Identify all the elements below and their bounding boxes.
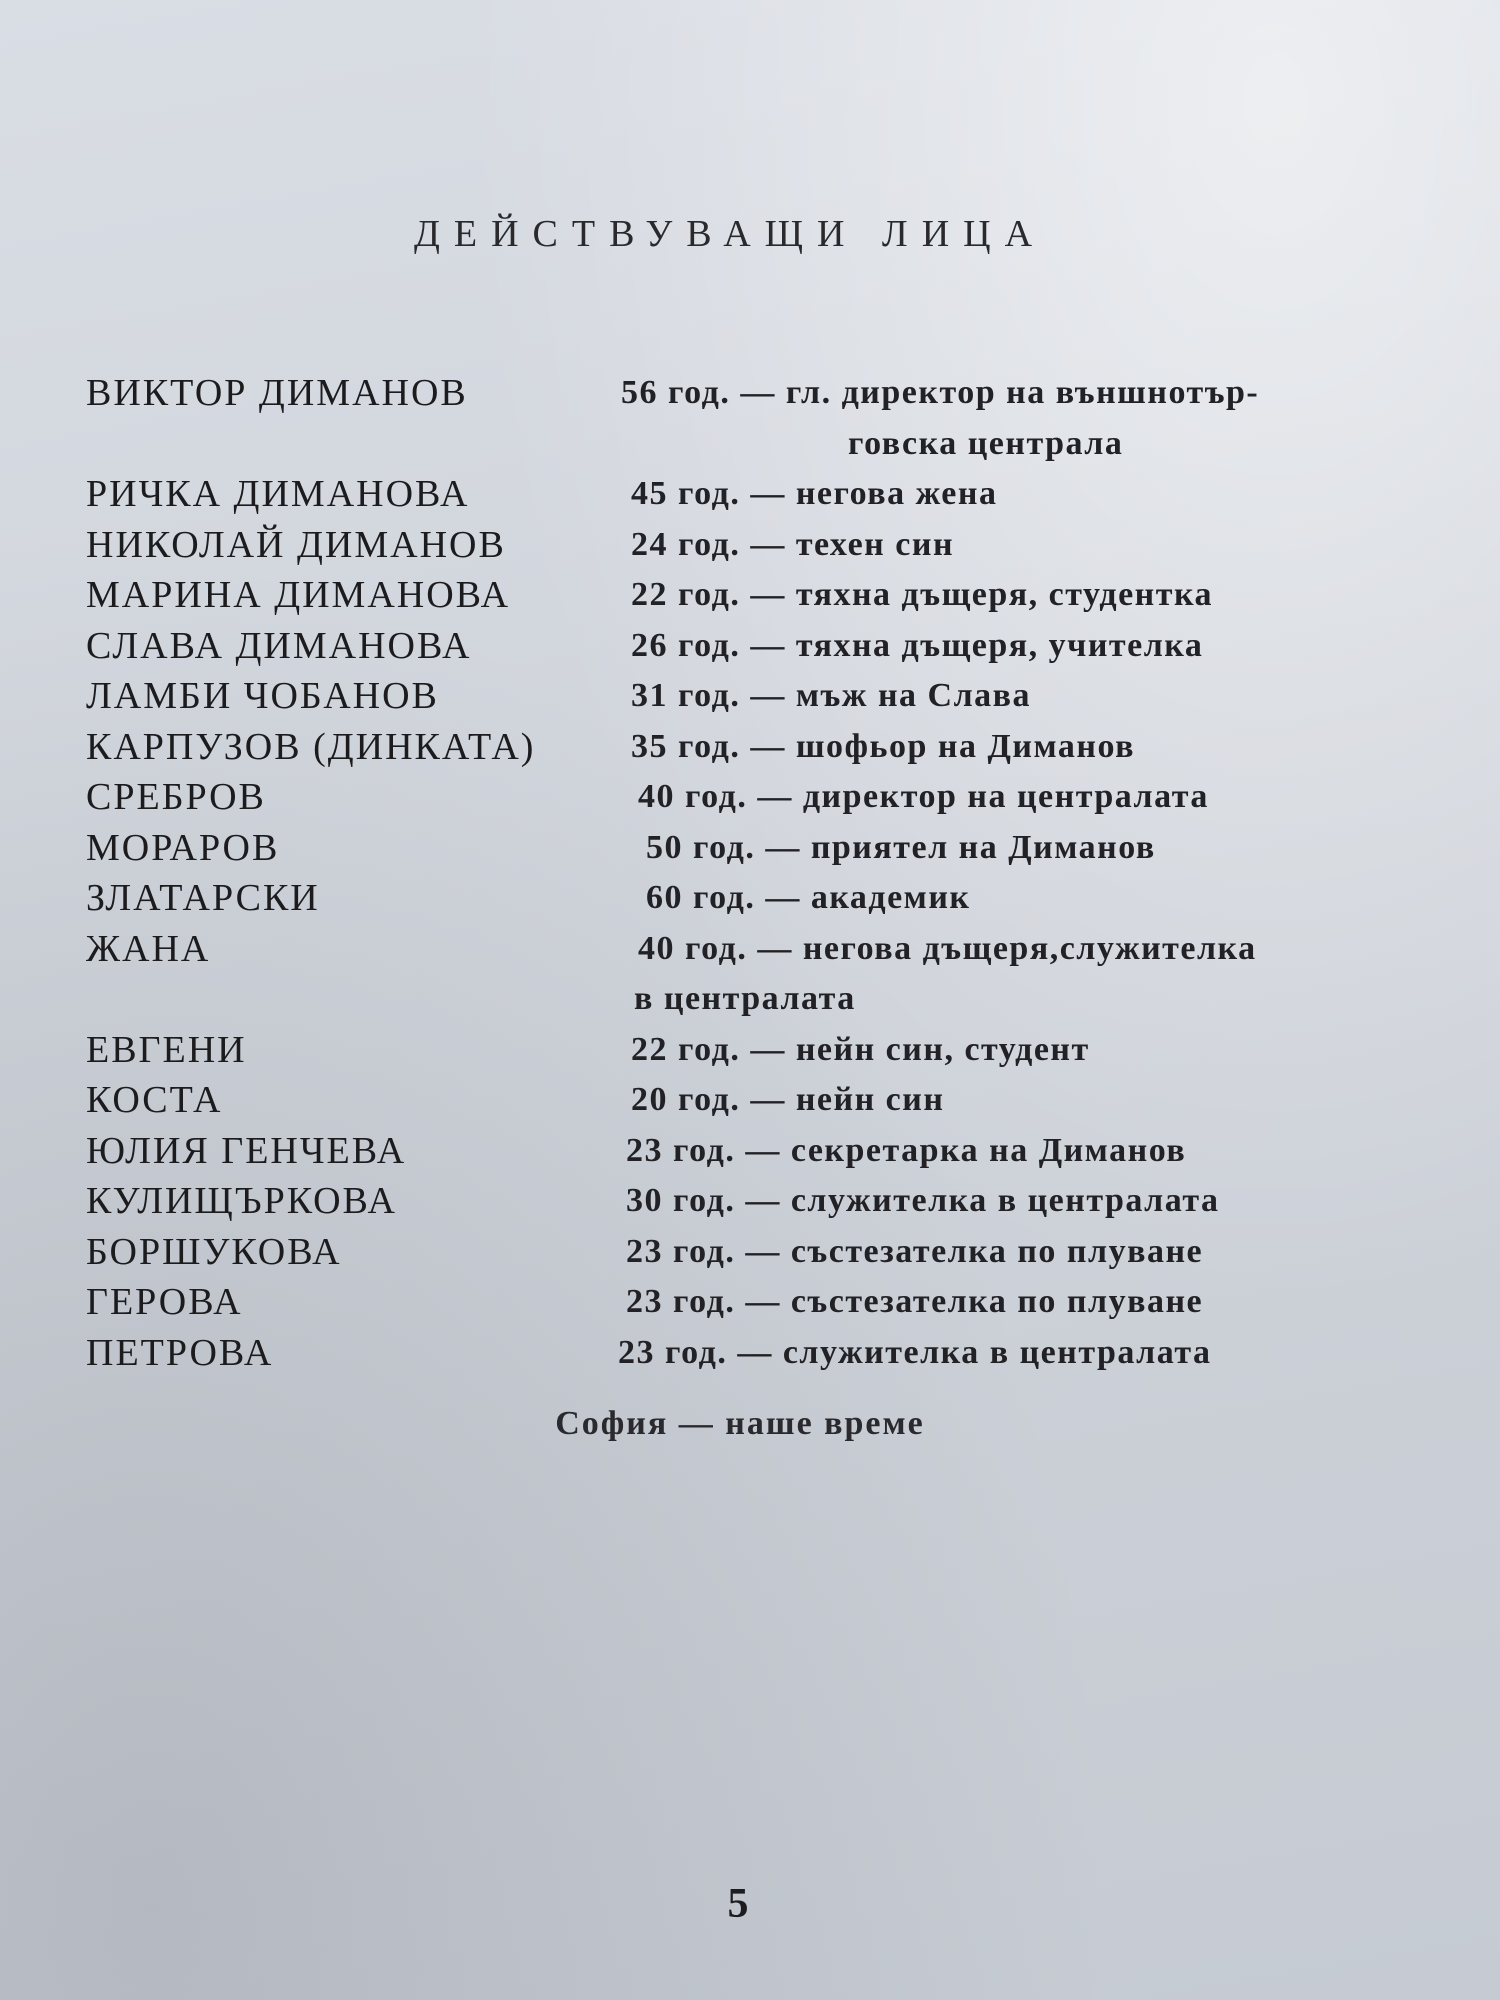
character-name: ЛАМБИ ЧОБАНОВ <box>86 675 439 717</box>
character-description: 24 год. — техен син <box>631 525 955 563</box>
character-name: НИКОЛАЙ ДИМАНОВ <box>86 523 506 566</box>
character-description: 23 год. — секретарка на Диманов <box>626 1131 1187 1169</box>
character-name: ВИКТОР ДИМАНОВ <box>86 372 468 414</box>
character-description: 22 год. — тяхна дъщеря, студентка <box>631 576 1214 613</box>
character-row <box>86 823 1386 874</box>
character-row <box>86 671 1386 722</box>
character-row <box>86 1176 1386 1227</box>
character-name: КУЛИЩЪРКОВА <box>86 1180 397 1222</box>
character-description: 31 год. — мъж на Слава <box>631 677 1032 714</box>
character-row <box>86 924 1386 975</box>
character-row <box>86 1126 1386 1177</box>
character-description: 40 год. — негова дъщеря,служителка <box>638 929 1257 967</box>
character-row <box>86 1075 1386 1126</box>
character-row-continuation <box>86 419 1386 470</box>
character-description: 20 год. — нейн син <box>631 1081 945 1118</box>
character-row <box>86 1277 1386 1328</box>
character-name: КОСТА <box>86 1079 223 1121</box>
character-row <box>86 1025 1386 1076</box>
character-row-continuation <box>86 974 1386 1025</box>
character-row <box>86 520 1386 571</box>
character-name: МОРАРОВ <box>86 826 280 869</box>
character-row <box>86 621 1386 672</box>
character-name: БОРШУКОВА <box>86 1230 342 1273</box>
character-name: КАРПУЗОВ (ДИНКАТА) <box>86 725 536 768</box>
character-description: 23 год. — служителка в централата <box>618 1333 1212 1371</box>
character-name: СРЕБРОВ <box>86 776 266 818</box>
character-description: 23 год. — състезателка по плуване <box>626 1283 1204 1320</box>
character-name: ЕВГЕНИ <box>86 1028 247 1071</box>
character-row <box>86 1328 1386 1379</box>
character-description: говска централа <box>848 424 1124 462</box>
character-description: 23 год. — състезателка по плуване <box>626 1232 1204 1270</box>
character-name: ЗЛАТАРСКИ <box>86 877 320 919</box>
character-row <box>86 368 1386 419</box>
character-name: РИЧКА ДИМАНОВА <box>86 473 470 515</box>
character-description: 22 год. — нейн син, студент <box>631 1030 1090 1068</box>
page-number: 5 <box>727 1881 749 1927</box>
character-name: ЖАНА <box>86 927 211 970</box>
character-description: 45 год. — негова жена <box>631 475 998 512</box>
character-row <box>86 469 1386 520</box>
character-row <box>86 570 1386 621</box>
character-description: 30 год. — служителка в централата <box>626 1182 1220 1219</box>
character-description: 35 год. — шофьор на Диманов <box>631 727 1136 765</box>
character-list <box>86 368 1386 1378</box>
character-row <box>86 873 1386 924</box>
character-name: СЛАВА ДИМАНОВА <box>86 624 472 667</box>
character-name: МАРИНА ДИМАНОВА <box>86 574 511 616</box>
character-description: в централата <box>634 980 856 1017</box>
character-description: 26 год. — тяхна дъщеря, учителка <box>631 626 1204 664</box>
character-row <box>86 772 1386 823</box>
character-name: ПЕТРОВА <box>86 1331 274 1374</box>
character-description: 60 год. — академик <box>646 879 971 916</box>
character-row <box>86 722 1386 773</box>
character-description: 56 год. — гл. директор на външнотър- <box>621 374 1260 411</box>
character-row <box>86 1227 1386 1278</box>
character-name: ЮЛИЯ ГЕНЧЕВА <box>86 1129 407 1172</box>
character-description: 50 год. — приятел на Диманов <box>646 828 1156 866</box>
character-name: ГЕРОВА <box>86 1281 243 1323</box>
setting-line: София — наше време <box>555 1405 925 1442</box>
character-description: 40 год. — директор на централата <box>638 778 1209 815</box>
page-heading: ДЕЙСТВУВАЩИ ЛИЦА <box>413 213 1047 255</box>
